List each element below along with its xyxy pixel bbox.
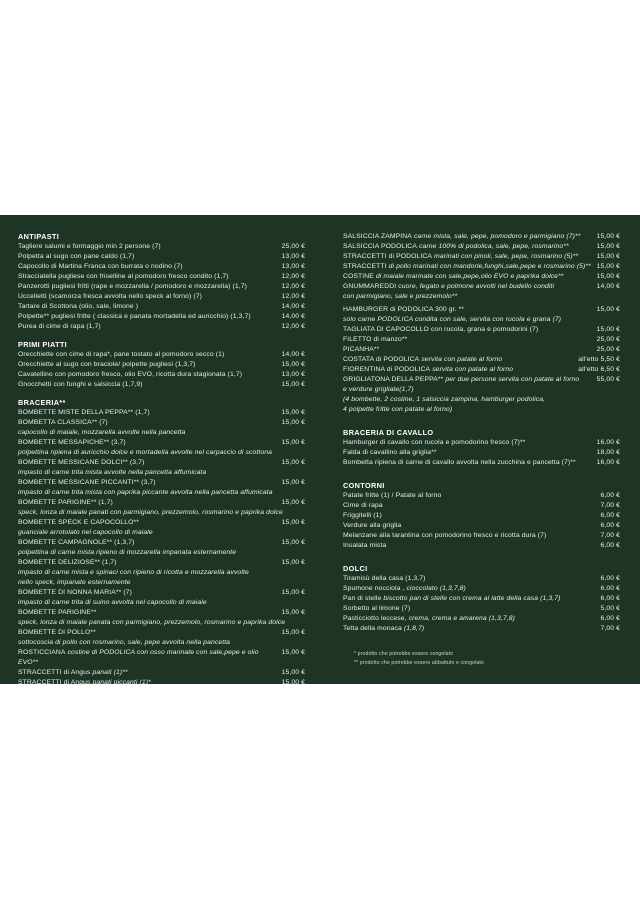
item-detail: di pollo marinati con mandorle,funghi,sale,pepe e rosmarino (5)** xyxy=(388,263,591,270)
item-price: 16,00 € xyxy=(596,439,620,446)
item-price: 55,00 € xyxy=(596,376,620,383)
item-description: polpettina di carne mista ripieno di mozzarella impanata esternamente xyxy=(18,549,237,556)
menu-item xyxy=(343,305,620,315)
item-name: FILETTO di manzo** xyxy=(343,336,408,343)
menu-item xyxy=(343,511,620,521)
item-price: 7,00 € xyxy=(600,502,620,509)
item-name: STRACCETTI di PODOLICA marinati con pinoli, sale, pepe, rosmarino (5)** xyxy=(343,253,579,260)
item-price: all'etto 5,50 € xyxy=(578,356,620,363)
item-price: 15,00 € xyxy=(596,253,620,260)
item-price: 6,00 € xyxy=(600,575,620,582)
item-name: BOMBETTE MESSICANE DOLCI** (3,7) xyxy=(18,459,145,466)
item-description: capocollo di maiale, mozzarella avvolte nella pancetta xyxy=(18,429,186,436)
item-price: 12,00 € xyxy=(281,273,305,280)
item-name: STRACCETTI di Angus panati (1)** xyxy=(18,669,128,676)
item-price: 15,00 € xyxy=(596,306,620,313)
section-title: DOLCI xyxy=(343,564,368,573)
menu-item xyxy=(18,408,305,418)
item-price: 13,00 € xyxy=(281,371,305,378)
menu-item xyxy=(18,370,305,380)
item-name: GNUMMAREDDI cuore, fegato e polmone avvolti nel budello conditi xyxy=(343,283,555,290)
item-name: Falda di cavallino alla griglia** xyxy=(343,449,437,456)
menu-item xyxy=(18,518,305,528)
item-description: impasto di carne mista e spinaci con ripieno di ricotta e mozzarella avvolte xyxy=(18,569,249,576)
item-name: BOMBETTA CLASSICA** (7) xyxy=(18,419,108,426)
item-name: Pasticciotto leccese, crema, crema e amarena (1,3,7,8) xyxy=(343,615,516,622)
item-name: Purea di cime di rapa (1,7) xyxy=(18,323,101,330)
item-name: Bombetta ripiena di carne di cavallo avvolta nella zucchina e pancetta (7)** xyxy=(343,459,576,466)
item-price: 15,00 € xyxy=(281,539,305,546)
item-name: COSTATA di PODOLICA servita con patate al forno xyxy=(343,356,503,363)
menu-item xyxy=(343,501,620,511)
item-price: 14,00 € xyxy=(596,283,620,290)
menu-item xyxy=(343,448,620,458)
item-price: 5,00 € xyxy=(600,605,620,612)
menu-item xyxy=(343,232,620,242)
menu-item xyxy=(18,262,305,272)
item-description: 4 polpette fritte con patate al forno) xyxy=(343,406,453,413)
item-price: 14,00 € xyxy=(281,313,305,320)
item-name: Insalata mista xyxy=(343,542,387,549)
menu-item xyxy=(18,668,305,678)
item-price: 18,00 € xyxy=(596,449,620,456)
menu-item xyxy=(343,335,620,345)
menu-item xyxy=(343,365,620,375)
item-price: 6,00 € xyxy=(600,595,620,602)
section-title: ANTIPASTI xyxy=(18,232,60,241)
menu-item xyxy=(18,360,305,370)
item-price: 15,00 € xyxy=(281,649,305,656)
item-price: 14,00 € xyxy=(281,351,305,358)
item-detail: servita con patate al forno xyxy=(432,366,514,373)
item-price: 15,00 € xyxy=(596,243,620,250)
item-description: e verdure grigliate(1,7) xyxy=(343,386,414,393)
menu-item xyxy=(18,322,305,332)
item-name: Patate fritte (1) / Patate al forno xyxy=(343,492,442,499)
item-description: polpettina ripiena di auricchio dolce e mortadella avvolte nel carpaccio di scottona xyxy=(18,449,272,456)
item-price: 6,00 € xyxy=(600,512,620,519)
section-title: CONTORNI xyxy=(343,481,385,490)
item-name: Uccelletti (scamorza fresca avvolta nello speck al forno) (7) xyxy=(18,293,203,300)
item-price: 13,00 € xyxy=(281,253,305,260)
item-price: 15,00 € xyxy=(281,629,305,636)
item-detail: per due persone servita con patate al forno xyxy=(445,376,580,383)
menu-section xyxy=(343,481,620,551)
item-price: 15,00 € xyxy=(281,439,305,446)
item-detail: marinati con pinoli, sale, pepe, rosmarino (5)** xyxy=(434,253,579,260)
item-price: 6,00 € xyxy=(600,492,620,499)
item-name: STRACCETTI di Angus panati piccanti (1)* xyxy=(18,679,151,686)
item-price: 6,00 € xyxy=(600,615,620,622)
footnote-line: * prodotto che potrebbe essere congelato xyxy=(354,651,454,657)
item-name: STRACCETTI di pollo marinati con mandorle,funghi,sale,pepe e rosmarino (5)** xyxy=(343,263,591,270)
item-name: BOMBETTE PARIGINE** (1,7) xyxy=(18,499,113,506)
menu-item xyxy=(18,272,305,282)
item-price: 15,00 € xyxy=(281,559,305,566)
item-name: TAGLIATA DI CAPOCOLLO con rucola, grana e pomodorini (7) xyxy=(343,326,539,333)
menu-item xyxy=(18,282,305,292)
section-title: BRACERIA DI CAVALLO xyxy=(343,428,434,437)
item-description: solo carne PODOLICA condita con sale, servita con rucola e grana (7) xyxy=(343,316,562,323)
item-price: 7,00 € xyxy=(600,625,620,632)
menu-item xyxy=(343,252,620,262)
item-name: Gnocchetti con funghi e salsiccia (1,7,9) xyxy=(18,381,143,388)
item-price: 15,00 € xyxy=(281,479,305,486)
menu-item xyxy=(18,498,305,508)
item-price: 15,00 € xyxy=(281,669,305,676)
menu-item xyxy=(343,355,620,365)
menu-item xyxy=(18,418,305,428)
item-detail: carne mista, sale, pepe, pomodoro e parmigiano (7)** xyxy=(413,233,581,240)
menu-item xyxy=(343,491,620,501)
menu-item xyxy=(18,312,305,322)
item-price: 15,00 € xyxy=(281,361,305,368)
menu-item xyxy=(343,624,620,634)
item-name: BOMBETTE DELIZIOSE** (1,7) xyxy=(18,559,117,566)
menu-item xyxy=(18,608,305,618)
menu-section xyxy=(18,398,305,688)
menu-item xyxy=(343,458,620,468)
item-detail: cuore, fegato e polmone avvolti nel budello conditi xyxy=(398,283,555,290)
item-name: Tiramisù della casa (1,3,7) xyxy=(343,575,426,582)
item-description: nello speck, impanate esternamente xyxy=(18,579,131,586)
item-name: Melanzane alla tarantina con pomodorino fresco e ricotta dura (7) xyxy=(343,532,547,539)
item-name: BOMBETTE PARIGINE** xyxy=(18,609,97,616)
item-description: speck, lonza di maiale panata con parmigiano, prezzemolo, rosmarino e paprika dolce xyxy=(18,619,286,626)
menu-section xyxy=(343,564,620,634)
item-name: Tartare di Scottona (olio, sale, limone ) xyxy=(18,303,139,310)
item-price: 15,00 € xyxy=(596,233,620,240)
item-price: 15,00 € xyxy=(281,459,305,466)
menu-item xyxy=(343,325,620,335)
menu-item xyxy=(343,521,620,531)
item-price: 15,00 € xyxy=(281,679,305,686)
menu-item xyxy=(18,438,305,448)
item-name: Stracciatella pugliese con friselline al pomodoro fresco condito (1,7) xyxy=(18,273,229,280)
item-detail: biscotto pan di stelle con crema al latte della casa (1,3,7) xyxy=(383,595,561,602)
item-name: Orecchiette con cime di rapa*, pane tostato al pomodoro secco (1) xyxy=(18,351,225,358)
item-detail: panati piccanti (1)* xyxy=(92,679,151,686)
item-price: 15,00 € xyxy=(281,589,305,596)
item-name: SALSICCIA PODOLICA carne 100% di podolica, sale, pepe, rosmarino** xyxy=(343,243,569,250)
item-name: BOMBETTE DI NONNA MARIA** (7) xyxy=(18,589,132,596)
item-name: Cime di rapa xyxy=(343,502,383,509)
item-name: Polpetta al sugo con pane caldo (1,7) xyxy=(18,253,135,260)
item-name: Polpette** pugliesi fritte ( classica e panata mortadella ed auricchio) (1,3,7) xyxy=(18,313,251,320)
item-description: con parmigiano, sale e prezzemolo** xyxy=(343,293,458,300)
item-name: Sorbetto al limone (7) xyxy=(343,605,411,612)
item-name: Orecchiette al sugo con braciole/ polpette pugliesi (1,3,7) xyxy=(18,361,196,368)
menu-section xyxy=(343,428,620,468)
menu-section xyxy=(343,232,620,415)
menu-item xyxy=(343,262,620,272)
item-price: 6,00 € xyxy=(600,522,620,529)
item-price: 13,00 € xyxy=(281,263,305,270)
menu-item xyxy=(18,380,305,390)
item-name: Cavatellino con pomodoro fresco, olio EVO, ricotta dura stagionata (1,7) xyxy=(18,371,243,378)
item-name: Panzerotti pugliesi fritti (rape e mozzarella / pomodoro e mozzarella) (1,7) xyxy=(18,283,247,290)
menu-item xyxy=(18,478,305,488)
menu-item xyxy=(343,375,620,385)
item-name: Verdure alla griglia xyxy=(343,522,402,529)
item-price: 16,00 € xyxy=(596,459,620,466)
item-detail: cioccolato (1,3,7,8) xyxy=(406,585,466,592)
item-detail: carne 100% di podolica, sale, pepe, rosmarino** xyxy=(418,243,569,250)
item-name: BOMBETTE CAMPAGNOLE** (1,3,7) xyxy=(18,539,135,546)
item-name: Hamburger di cavallo con rucola e pomodorino fresco (7)** xyxy=(343,439,526,446)
item-name: BOMBETTE MISTE DELLA PEPPA** (1,7) xyxy=(18,409,150,416)
item-price: 25,00 € xyxy=(596,346,620,353)
menu-column-right xyxy=(343,232,620,684)
footnotes xyxy=(343,650,620,668)
item-description: impasto di carne trita mista con paprika piccante avvolta nella pancetta affumicata xyxy=(18,489,273,496)
menu-item xyxy=(18,538,305,548)
menu-item xyxy=(343,584,620,594)
menu-item xyxy=(18,350,305,360)
item-description: (4 bombette, 2 costine, 1 salsiccia zampina, hamburger podolica, xyxy=(343,396,546,403)
item-name: Tetta della monaca (1,8,7) xyxy=(343,625,425,632)
item-price: all'etto 6,50 € xyxy=(578,366,620,373)
item-detail: panati (1)** xyxy=(92,669,128,676)
item-price: 15,00 € xyxy=(281,419,305,426)
item-name: Pan di stelle biscotto pan di stelle con crema al latte della casa (1,3,7) xyxy=(343,595,561,602)
item-price: 15,00 € xyxy=(281,519,305,526)
menu-item xyxy=(343,604,620,614)
item-name: SALSICCIA ZAMPINA carne mista, sale, pepe, pomodoro e parmigiano (7)** xyxy=(343,233,581,240)
item-price: 6,00 € xyxy=(600,542,620,549)
item-name: COSTINE di maiale marinate con sale,pepe,olio EVO e paprika dolce** xyxy=(343,273,564,280)
item-name: Capocollo di Martina Franca con burrata o nodino (7) xyxy=(18,263,183,270)
item-price: 15,00 € xyxy=(596,273,620,280)
item-price: 15,00 € xyxy=(281,409,305,416)
item-detail: costine di PODOLICA con osso marinate con sale,pepe e olio EVO** xyxy=(18,649,259,666)
item-price: 15,00 € xyxy=(281,499,305,506)
item-name: BOMBETTE MESSICANE PICCANTI** (3,7) xyxy=(18,479,156,486)
item-name: GRIGLIATONA DELLA PEPPA** per due persone servita con patate al forno xyxy=(343,376,580,383)
item-price: 25,00 € xyxy=(281,243,305,250)
menu-item xyxy=(343,282,620,292)
menu-item xyxy=(18,588,305,598)
item-description: guanciale arrotolato nel capocollo di maiale xyxy=(18,529,153,536)
menu-item xyxy=(343,438,620,448)
item-description: impasto di carne trita di suino avvolta nel capocollo di maiale xyxy=(18,599,207,606)
item-price: 7,00 € xyxy=(600,532,620,539)
menu-item xyxy=(343,594,620,604)
menu-item xyxy=(343,541,620,551)
item-price: 15,00 € xyxy=(596,326,620,333)
menu-item xyxy=(18,628,305,638)
footnote-line: ** prodotto che potrebbe essere abbattuto e congelato xyxy=(354,660,484,666)
item-description: impasto di carne trita mista avvolte nella pancetta affumicata xyxy=(18,469,207,476)
item-price: 25,00 € xyxy=(596,336,620,343)
item-name: Tagliere salumi e formaggio min 2 persone (7) xyxy=(18,243,161,250)
item-price: 12,00 € xyxy=(281,323,305,330)
menu-section xyxy=(18,340,305,390)
item-name: BOMBETTE SPECK E CAPOCOLLO** xyxy=(18,519,140,526)
menu-item xyxy=(343,272,620,282)
item-name: HAMBURGER di PODOLICA 300 gr. ** xyxy=(343,306,465,313)
item-detail: crema, crema e amarena (1,3,7,8) xyxy=(408,615,516,622)
menu-item xyxy=(18,648,305,668)
menu-item xyxy=(343,345,620,355)
menu-panel xyxy=(0,215,640,684)
item-name: ROSTICCIANA costine di PODOLICA con osso marinate con sale,pepe e olio EVO** xyxy=(18,649,259,666)
item-detail: di maiale marinate con sale,pepe,olio EVO e paprika dolce** xyxy=(375,273,564,280)
item-detail: servita con patate al forno xyxy=(421,356,503,363)
item-description: sottocoscia di pollo con rosmarino, sale, pepe avvolta nella pancetta xyxy=(18,639,231,646)
menu-item xyxy=(18,242,305,252)
menu-item xyxy=(18,252,305,262)
item-name: Spumone nocciola , cioccolato (1,3,7,8) xyxy=(343,585,466,592)
item-name: PICANHA** xyxy=(343,346,380,353)
section-title: BRACERIA** xyxy=(18,398,66,407)
menu-item xyxy=(18,292,305,302)
menu-item xyxy=(343,531,620,541)
item-price: 12,00 € xyxy=(281,293,305,300)
item-price: 15,00 € xyxy=(281,609,305,616)
menu-column-left xyxy=(18,232,305,684)
menu-item xyxy=(18,302,305,312)
menu-section xyxy=(18,232,305,332)
item-name: Friggitelli (1) xyxy=(343,512,382,519)
item-price: 6,00 € xyxy=(600,585,620,592)
item-name: BOMBETTE DI POLLO** xyxy=(18,629,96,636)
menu-item xyxy=(18,458,305,468)
menu-item xyxy=(18,678,305,688)
menu-item xyxy=(343,614,620,624)
menu-item xyxy=(18,558,305,568)
section-title: PRIMI PIATTI xyxy=(18,340,68,349)
menu-item xyxy=(343,574,620,584)
item-detail: (1,8,7) xyxy=(403,625,425,632)
menu-item xyxy=(343,242,620,252)
item-price: 14,00 € xyxy=(281,303,305,310)
item-description: speck, lonza di maiale panati con parmigiano, prezzemolo, rosmarino e paprika dolce xyxy=(18,509,283,516)
item-price: 12,00 € xyxy=(281,283,305,290)
item-price: 15,00 € xyxy=(281,381,305,388)
item-name: BOMBETTE MESSAPICHE** (3,7) xyxy=(18,439,126,446)
item-price: 15,00 € xyxy=(596,263,620,270)
item-name: FIORENTINA di PODOLICA servita con patate al forno xyxy=(343,366,514,373)
